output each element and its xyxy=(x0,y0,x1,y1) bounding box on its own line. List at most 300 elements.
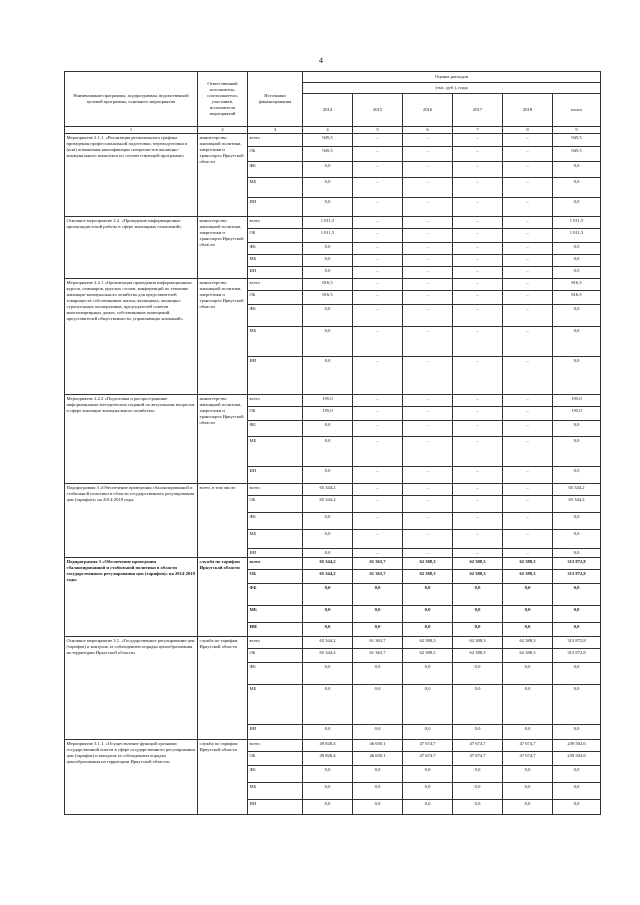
amount-cell: 47 674,7 xyxy=(403,740,453,752)
amount-cell: 65 344,2 xyxy=(303,649,353,663)
table-row xyxy=(65,558,601,570)
amount-cell: 0,0 xyxy=(503,663,553,685)
amount-cell: 65 344,2 xyxy=(303,484,353,496)
amount-cell: 47 674,7 xyxy=(403,752,453,766)
funding-source: ФБ xyxy=(248,243,303,255)
amount-cell: 0,0 xyxy=(503,685,553,725)
amount-cell: 62 388,3 xyxy=(453,637,503,649)
amount-cell: – xyxy=(503,437,553,467)
amount-cell: – xyxy=(503,549,553,558)
amount-cell: 0,0 xyxy=(303,623,353,637)
amount-cell: 0,0 xyxy=(503,623,553,637)
amount-cell: 0,0 xyxy=(303,255,353,267)
amount-cell: – xyxy=(353,513,403,530)
amount-cell: 0,0 xyxy=(553,437,601,467)
column-number: 1 xyxy=(65,127,198,134)
amount-cell: 0,0 xyxy=(353,685,403,725)
amount-cell: – xyxy=(503,496,553,513)
funding-source: ОБ xyxy=(248,147,303,162)
funding-source: ИИ xyxy=(248,725,303,740)
funding-source: ОБ xyxy=(248,229,303,243)
item-name: Мероприятие 2.2.1 «Организация проведения информационных курсов, семинаров, круглых столов, конференций по тематике жилищно-коммунального хозяйства для представителей товариществ собственников жилья, жилищных, жилищно-строительных кооперативов, председателей советов многоквартирных домов, собственников помещений, представителей общественности, управляющих компаний» xyxy=(65,279,198,395)
funding-source: ФБ xyxy=(248,162,303,178)
amount-cell: 0,0 xyxy=(553,305,601,327)
amount-cell: – xyxy=(453,162,503,178)
amount-cell: – xyxy=(353,530,403,549)
amount-cell: 0,0 xyxy=(303,421,353,437)
amount-cell: 62 388,3 xyxy=(503,637,553,649)
amount-cell: – xyxy=(453,513,503,530)
column-number: 7 xyxy=(453,127,503,134)
amount-cell: 62 388,3 xyxy=(503,649,553,663)
header-year: 2016 xyxy=(403,94,453,127)
amount-cell: – xyxy=(353,437,403,467)
funding-source: ОБ xyxy=(248,291,303,305)
item-name: Основное мероприятие 2.2. «Проведение информационно-пропагандистской работы в сфере жилищных отношений» xyxy=(65,217,198,279)
amount-cell: – xyxy=(353,395,403,407)
amount-cell: – xyxy=(403,357,453,395)
item-name: Мероприятие 2.1.1. «Реализация регионального графика проведения профессиональной подготовки, переподготовки и (или) повышения квалификации специалистов жилищно-коммунального комплекса по соответствующей программе» xyxy=(65,134,198,217)
amount-cell: 0,0 xyxy=(303,357,353,395)
amount-cell: – xyxy=(353,357,403,395)
amount-cell: 1 011,5 xyxy=(553,217,601,229)
amount-cell: – xyxy=(453,305,503,327)
amount-cell: 47 674,7 xyxy=(453,752,503,766)
amount-cell: 816,5 xyxy=(553,291,601,305)
amount-cell: – xyxy=(503,513,553,530)
funding-source: всего xyxy=(248,395,303,407)
amount-cell: – xyxy=(403,178,453,198)
amount-cell: – xyxy=(403,267,453,279)
funding-source: всего xyxy=(248,134,303,147)
amount-cell: 0,0 xyxy=(403,606,453,623)
amount-cell: 945,5 xyxy=(303,147,353,162)
amount-cell: 0,0 xyxy=(303,513,353,530)
amount-cell: – xyxy=(403,291,453,305)
amount-cell: 945,5 xyxy=(553,147,601,162)
funding-source: ФБ xyxy=(248,421,303,437)
amount-cell: 0,0 xyxy=(453,685,503,725)
item-name: Мероприятие 2.2.2 «Подготовка и распространение информационно-методических изданий по актуальным вопросам в сфере жилищно-коммунального хозяйства» xyxy=(65,395,198,484)
amount-cell: 0,0 xyxy=(353,623,403,637)
header-estimate: Оценка расходов xyxy=(303,72,601,83)
amount-cell: 195,0 xyxy=(553,407,601,421)
amount-cell: 0,0 xyxy=(303,800,353,815)
amount-cell: 0,0 xyxy=(303,766,353,783)
funding-source: ОБ xyxy=(248,752,303,766)
amount-cell: 65 344,2 xyxy=(303,637,353,649)
amount-cell: – xyxy=(453,421,503,437)
amount-cell: 0,0 xyxy=(553,357,601,395)
amount-cell: 46 650,1 xyxy=(353,740,403,752)
amount-cell: 0,0 xyxy=(553,766,601,783)
amount-cell: – xyxy=(403,549,453,558)
amount-cell: – xyxy=(403,407,453,421)
amount-cell: – xyxy=(503,147,553,162)
amount-cell: 0,0 xyxy=(403,685,453,725)
amount-cell: 0,0 xyxy=(503,766,553,783)
amount-cell: – xyxy=(453,407,503,421)
amount-cell: 62 388,3 xyxy=(453,558,503,570)
amount-cell: – xyxy=(353,255,403,267)
header-year: 2015 xyxy=(353,94,403,127)
amount-cell: – xyxy=(503,291,553,305)
amount-cell: – xyxy=(403,217,453,229)
amount-cell: 0,0 xyxy=(553,243,601,255)
amount-cell: – xyxy=(453,437,503,467)
funding-source: ОБ xyxy=(248,570,303,584)
amount-cell: – xyxy=(353,217,403,229)
amount-cell: – xyxy=(503,178,553,198)
amount-cell: 49 828,4 xyxy=(303,752,353,766)
amount-cell: 47 674,7 xyxy=(503,740,553,752)
amount-cell: – xyxy=(453,243,503,255)
amount-cell: – xyxy=(453,395,503,407)
amount-cell: – xyxy=(403,513,453,530)
item-executor: министерство жилищной политики, энергетики и транспорта Иркутской области xyxy=(198,395,248,484)
amount-cell: 0,0 xyxy=(453,623,503,637)
item-name: Мероприятие 3.1.1. «Осуществление функций органами государственной власти в сфере государственного регулирования цен (тарифов) и контроля за соблюдением порядка ценообразования на территории Иркутской области» xyxy=(65,740,198,815)
amount-cell: 0,0 xyxy=(403,783,453,800)
amount-cell: 0,0 xyxy=(453,663,503,685)
amount-cell: 0,0 xyxy=(303,584,353,606)
item-executor: служба по тарифам Иркутской области xyxy=(198,740,248,815)
amount-cell: 0,0 xyxy=(553,255,601,267)
amount-cell: 0,0 xyxy=(503,725,553,740)
amount-cell: – xyxy=(453,267,503,279)
amount-cell: 0,0 xyxy=(303,178,353,198)
amount-cell: 0,0 xyxy=(553,685,601,725)
item-executor: служба по тарифам Иркутской области xyxy=(198,637,248,740)
amount-cell: 816,5 xyxy=(303,291,353,305)
amount-cell: 62 388,3 xyxy=(403,558,453,570)
amount-cell: – xyxy=(353,147,403,162)
amount-cell: – xyxy=(503,198,553,217)
amount-cell: 313 872,8 xyxy=(553,649,601,663)
amount-cell: 0,0 xyxy=(353,663,403,685)
amount-cell: – xyxy=(403,395,453,407)
amount-cell: – xyxy=(453,484,503,496)
item-executor: министерство жилищной политики, энергетики и транспорта Иркутской области xyxy=(198,217,248,279)
funding-source: ФБ xyxy=(248,766,303,783)
amount-cell: 0,0 xyxy=(553,530,601,549)
amount-cell: – xyxy=(453,327,503,357)
amount-cell: – xyxy=(503,395,553,407)
amount-cell: 0,0 xyxy=(503,800,553,815)
amount-cell: 62 388,3 xyxy=(403,649,453,663)
amount-cell: – xyxy=(503,407,553,421)
header-year: 2018 xyxy=(503,94,553,127)
funding-source: МБ xyxy=(248,606,303,623)
item-executor: служба по тарифам Иркутской области xyxy=(198,558,248,637)
column-number: 9 xyxy=(553,127,601,134)
funding-source: всего xyxy=(248,558,303,570)
amount-cell: – xyxy=(503,357,553,395)
amount-cell: 1 011,5 xyxy=(553,229,601,243)
amount-cell: 0,0 xyxy=(553,162,601,178)
amount-cell: – xyxy=(353,229,403,243)
funding-source: ИИ xyxy=(248,800,303,815)
amount-cell: 65 344,2 xyxy=(303,496,353,513)
header-units: (тыс. руб.), годы xyxy=(303,83,601,94)
funding-source: всего xyxy=(248,217,303,229)
amount-cell: 0,0 xyxy=(303,267,353,279)
table-row xyxy=(65,637,601,649)
amount-cell: 816,5 xyxy=(303,279,353,291)
column-number: 5 xyxy=(353,127,403,134)
amount-cell: – xyxy=(503,229,553,243)
funding-source: ФБ xyxy=(248,663,303,685)
amount-cell: 0,0 xyxy=(553,178,601,198)
amount-cell: – xyxy=(503,134,553,147)
amount-cell: 0,0 xyxy=(553,783,601,800)
amount-cell: – xyxy=(503,327,553,357)
amount-cell: – xyxy=(353,327,403,357)
amount-cell: 0,0 xyxy=(303,437,353,467)
amount-cell: 0,0 xyxy=(553,549,601,558)
amount-cell: – xyxy=(453,217,503,229)
amount-cell: – xyxy=(353,484,403,496)
amount-cell: – xyxy=(453,134,503,147)
amount-cell: 0,0 xyxy=(453,783,503,800)
amount-cell: – xyxy=(403,134,453,147)
header-year: 2014 xyxy=(303,94,353,127)
amount-cell: – xyxy=(353,243,403,255)
amount-cell: – xyxy=(453,496,503,513)
amount-cell: – xyxy=(503,162,553,178)
amount-cell: 0,0 xyxy=(453,766,503,783)
amount-cell: 65 344,2 xyxy=(553,484,601,496)
amount-cell: 61 363,7 xyxy=(353,649,403,663)
amount-cell: 0,0 xyxy=(453,725,503,740)
amount-cell: 61 363,7 xyxy=(353,637,403,649)
item-executor: министерство жилищной политики, энергетики и транспорта Иркутской области xyxy=(198,134,248,217)
table-header xyxy=(65,72,601,134)
amount-cell: – xyxy=(353,279,403,291)
amount-cell: – xyxy=(453,549,503,558)
amount-cell: – xyxy=(403,437,453,467)
amount-cell: – xyxy=(403,279,453,291)
amount-cell: 0,0 xyxy=(353,783,403,800)
amount-cell: 945,5 xyxy=(303,134,353,147)
funding-source: ИИ xyxy=(248,623,303,637)
amount-cell: 0,0 xyxy=(553,421,601,437)
amount-cell: – xyxy=(403,305,453,327)
amount-cell: – xyxy=(503,305,553,327)
amount-cell: – xyxy=(353,291,403,305)
amount-cell: 0,0 xyxy=(553,584,601,606)
amount-cell: 0,0 xyxy=(553,663,601,685)
amount-cell: 61 363,7 xyxy=(353,558,403,570)
amount-cell: 0,0 xyxy=(553,800,601,815)
amount-cell: – xyxy=(453,178,503,198)
amount-cell: – xyxy=(403,496,453,513)
table-row xyxy=(65,134,601,147)
amount-cell: 62 388,3 xyxy=(453,649,503,663)
amount-cell: 0,0 xyxy=(303,198,353,217)
amount-cell: 0,0 xyxy=(303,327,353,357)
amount-cell: 0,0 xyxy=(403,663,453,685)
column-number: 4 xyxy=(303,127,353,134)
amount-cell: – xyxy=(403,421,453,437)
amount-cell: 0,0 xyxy=(503,606,553,623)
funding-source: всего xyxy=(248,484,303,496)
amount-cell: – xyxy=(403,484,453,496)
funding-source: МБ xyxy=(248,255,303,267)
amount-cell: – xyxy=(503,279,553,291)
funding-source: ИИ xyxy=(248,198,303,217)
item-executor: министерство жилищной политики, энергетики и транспорта Иркутской области xyxy=(198,279,248,395)
amount-cell: – xyxy=(453,198,503,217)
amount-cell: 239 502,6 xyxy=(553,740,601,752)
amount-cell: – xyxy=(353,134,403,147)
amount-cell: – xyxy=(353,305,403,327)
funding-source: ФБ xyxy=(248,513,303,530)
amount-cell: 46 650,1 xyxy=(353,752,403,766)
amount-cell: – xyxy=(353,267,403,279)
amount-cell: 0,0 xyxy=(403,725,453,740)
funding-source: ОБ xyxy=(248,496,303,513)
amount-cell: 0,0 xyxy=(303,549,353,558)
funding-source: всего xyxy=(248,740,303,752)
amount-cell: 62 388,3 xyxy=(403,637,453,649)
amount-cell: 0,0 xyxy=(553,267,601,279)
amount-cell: 0,0 xyxy=(503,783,553,800)
amount-cell: – xyxy=(353,178,403,198)
amount-cell: – xyxy=(453,147,503,162)
amount-cell: 0,0 xyxy=(353,766,403,783)
amount-cell: 0,0 xyxy=(553,725,601,740)
amount-cell: – xyxy=(403,147,453,162)
page-number: 4 xyxy=(319,56,323,65)
amount-cell: – xyxy=(353,198,403,217)
amount-cell: – xyxy=(453,357,503,395)
amount-cell: – xyxy=(503,421,553,437)
amount-cell: 195,0 xyxy=(303,395,353,407)
amount-cell: – xyxy=(453,467,503,484)
funding-source: МБ xyxy=(248,685,303,725)
header-name: Наименование программы, подпрограммы, ведомственной целевой программы, основного мероприятия xyxy=(65,72,198,127)
amount-cell: 62 388,3 xyxy=(503,570,553,584)
amount-cell: 0,0 xyxy=(303,685,353,725)
amount-cell: – xyxy=(503,484,553,496)
table-body xyxy=(65,134,601,815)
amount-cell: 0,0 xyxy=(353,584,403,606)
item-name: Подпрограмма 3 «Обеспечение проведения сбалансированной и стабильной политики в области государственного регулирования цен (тарифов)» на 2014-2018 годы xyxy=(65,558,198,637)
amount-cell: – xyxy=(353,407,403,421)
amount-cell: – xyxy=(353,162,403,178)
header-year: 2017 xyxy=(453,94,503,127)
funding-source: ФБ xyxy=(248,305,303,327)
amount-cell: – xyxy=(403,467,453,484)
amount-cell: – xyxy=(353,467,403,484)
amount-cell: 0,0 xyxy=(553,327,601,357)
column-number: 8 xyxy=(503,127,553,134)
amount-cell: – xyxy=(353,421,403,437)
amount-cell: – xyxy=(403,162,453,178)
amount-cell: 0,0 xyxy=(303,725,353,740)
amount-cell: – xyxy=(503,530,553,549)
funding-source: всего xyxy=(248,637,303,649)
amount-cell: 0,0 xyxy=(553,198,601,217)
amount-cell: – xyxy=(453,255,503,267)
amount-cell: 0,0 xyxy=(303,530,353,549)
funding-source: ИИ xyxy=(248,267,303,279)
column-number: 2 xyxy=(198,127,248,134)
funding-source: ИИ xyxy=(248,549,303,558)
amount-cell: 0,0 xyxy=(303,783,353,800)
amount-cell: 47 674,7 xyxy=(453,740,503,752)
amount-cell: – xyxy=(403,327,453,357)
amount-cell: – xyxy=(353,549,403,558)
item-name: Подпрограмма 3 «Обеспечение проведения сбалансированной и стабильной политики в области государственного регулирования цен (тарифов)» на 2014-2018 годы xyxy=(65,484,198,558)
amount-cell: – xyxy=(403,229,453,243)
amount-cell: 313 872,8 xyxy=(553,570,601,584)
amount-cell: – xyxy=(503,243,553,255)
amount-cell: 62 388,3 xyxy=(453,570,503,584)
amount-cell: – xyxy=(503,267,553,279)
amount-cell: – xyxy=(503,217,553,229)
amount-cell: 49 828,4 xyxy=(303,740,353,752)
item-executor: всего, в том числе: xyxy=(198,484,248,558)
funding-source: МБ xyxy=(248,783,303,800)
amount-cell: 195,0 xyxy=(553,395,601,407)
amount-cell: – xyxy=(453,279,503,291)
funding-source: ОБ xyxy=(248,407,303,421)
amount-cell: – xyxy=(503,255,553,267)
item-name: Основное мероприятие 3.1. «Государственное регулирование цен (тарифов) и контроль за соблюдением порядка ценообразования на территории Иркутской области» xyxy=(65,637,198,740)
funding-source: МБ xyxy=(248,178,303,198)
amount-cell: 0,0 xyxy=(553,606,601,623)
amount-cell: 0,0 xyxy=(303,606,353,623)
amount-cell: 0,0 xyxy=(453,584,503,606)
amount-cell: 945,5 xyxy=(553,134,601,147)
amount-cell: 0,0 xyxy=(303,243,353,255)
header-year: итого xyxy=(553,94,601,127)
header-source: Источники финансирования xyxy=(248,72,303,127)
funding-source: МБ xyxy=(248,530,303,549)
amount-cell: 0,0 xyxy=(553,623,601,637)
column-numbers-row xyxy=(65,127,601,134)
amount-cell: – xyxy=(403,530,453,549)
amount-cell: 313 872,8 xyxy=(553,558,601,570)
amount-cell: 0,0 xyxy=(303,663,353,685)
amount-cell: 0,0 xyxy=(303,305,353,327)
amount-cell: 47 674,7 xyxy=(503,752,553,766)
amount-cell: – xyxy=(453,229,503,243)
table-row xyxy=(65,740,601,752)
amount-cell: – xyxy=(353,496,403,513)
amount-cell: 239 502,6 xyxy=(553,752,601,766)
amount-cell: 0,0 xyxy=(353,606,403,623)
amount-cell: 0,0 xyxy=(453,800,503,815)
amount-cell: 0,0 xyxy=(303,467,353,484)
amount-cell: – xyxy=(403,198,453,217)
funding-source: ОБ xyxy=(248,649,303,663)
amount-cell: 195,0 xyxy=(303,407,353,421)
table-row xyxy=(65,484,601,496)
table-row xyxy=(65,217,601,229)
amount-cell: – xyxy=(453,530,503,549)
amount-cell: 65 344,2 xyxy=(303,570,353,584)
amount-cell: 0,0 xyxy=(403,584,453,606)
amount-cell: – xyxy=(403,243,453,255)
amount-cell: 0,0 xyxy=(403,800,453,815)
table-row xyxy=(65,395,601,407)
funding-source: МБ xyxy=(248,327,303,357)
amount-cell: – xyxy=(403,255,453,267)
amount-cell: 0,0 xyxy=(353,725,403,740)
